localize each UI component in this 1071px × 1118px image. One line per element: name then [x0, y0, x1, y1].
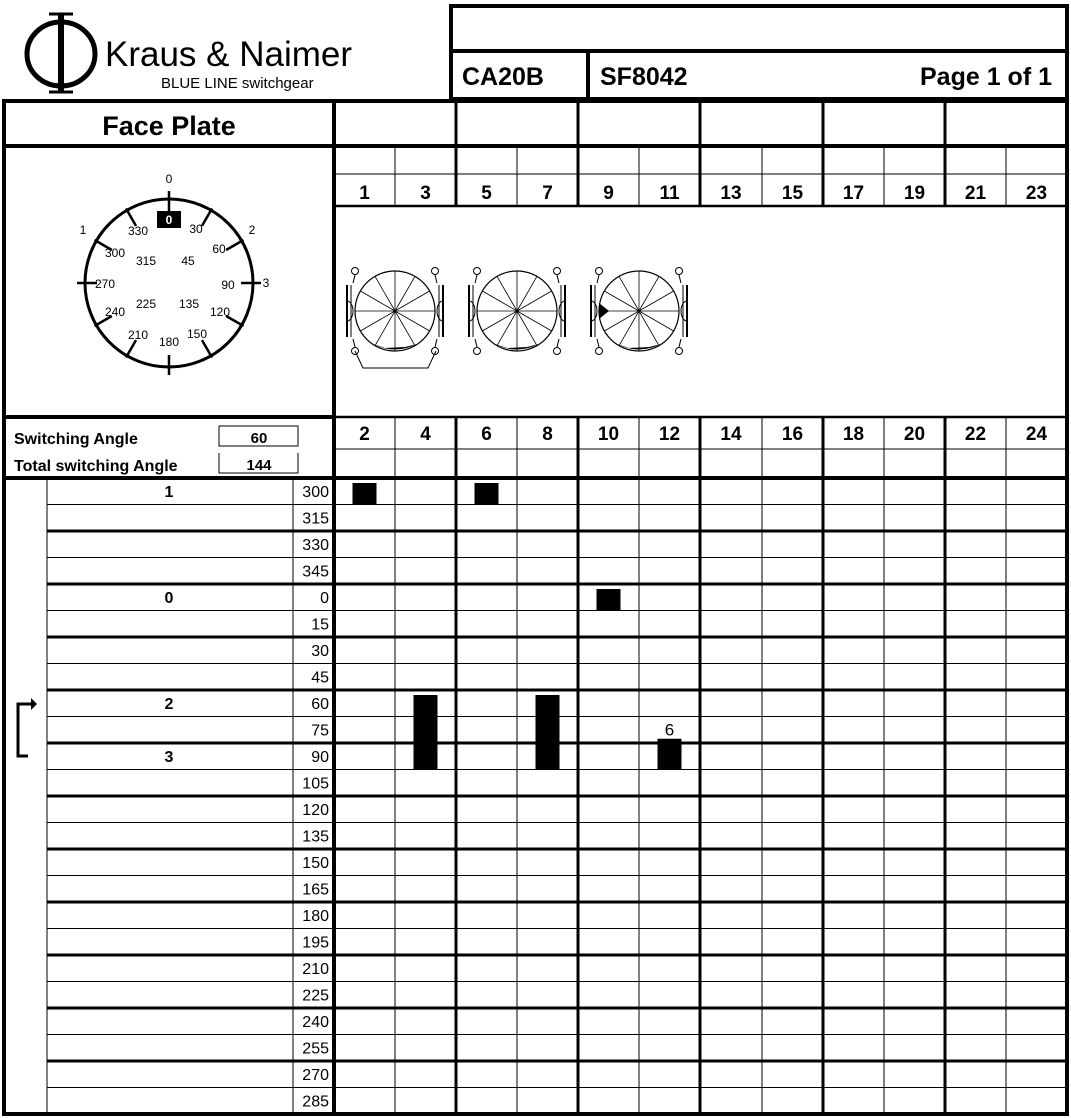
cam-spoke [604, 311, 639, 331]
terminal-lead [353, 275, 355, 283]
dial-position-label: 1 [79, 223, 87, 237]
cam-spoke [482, 291, 517, 311]
cam-spoke [360, 291, 395, 311]
dial-tick [202, 340, 212, 357]
cam-spoke [517, 276, 537, 311]
total-switching-angle-value: 144 [246, 457, 272, 474]
row-position-label: 3 [164, 749, 174, 766]
cam-spoke [375, 276, 395, 311]
terminal-pin [554, 268, 561, 275]
dial-tick [226, 240, 243, 250]
terminal-bottom-18: 18 [842, 424, 865, 445]
terminal-pin [596, 268, 603, 275]
terminal-lead [353, 339, 355, 347]
row-angle-label: 105 [302, 775, 329, 793]
cam-spoke [639, 276, 659, 311]
terminal-pin [352, 268, 359, 275]
row-position-label: 1 [164, 484, 174, 501]
cam-spoke [639, 311, 659, 346]
face-plate-dial [77, 172, 270, 375]
dial-angle-label: 330 [127, 224, 149, 238]
terminal-bottom-24: 24 [1025, 424, 1048, 445]
switching-grid [47, 101, 1067, 1114]
terminal-bottom-8: 8 [542, 424, 553, 445]
row-position-label: 0 [164, 590, 174, 607]
dial-angle-label: 210 [127, 328, 149, 342]
cam-spoke [517, 311, 552, 331]
cam-spoke [619, 276, 639, 311]
dial-angle-label: 135 [178, 297, 200, 311]
dial-tick [126, 340, 136, 357]
row-angle-label: 210 [302, 961, 329, 978]
dial-position-label: 2 [248, 223, 256, 237]
row-angle-label: 255 [302, 1040, 329, 1058]
contact-block [597, 589, 621, 611]
dial-angle-label: 30 [189, 222, 203, 236]
terminal-lead [597, 339, 599, 347]
row-angle-label: 285 [302, 1093, 329, 1111]
row-position-label: 2 [164, 696, 174, 713]
contact-note: 6 [664, 720, 675, 740]
terminal-bottom-22: 22 [964, 424, 987, 445]
face-plate-title: Face Plate [102, 111, 236, 141]
row-angle-label: 240 [302, 1014, 329, 1031]
terminal-lead [597, 275, 599, 283]
contact-block [353, 483, 377, 505]
switching-grid-labels [165, 183, 1048, 1111]
cam-spoke [497, 276, 517, 311]
dial-angle-label: 90 [221, 278, 235, 292]
terminal-bottom-10: 10 [597, 424, 620, 445]
cam-spoke [639, 291, 674, 311]
dial-angle-label: 60 [212, 242, 226, 256]
cam-spoke [482, 311, 517, 331]
terminal-lead [475, 275, 477, 283]
dial-angle-label: 120 [209, 305, 231, 319]
contact-block [536, 695, 560, 770]
terminal-bottom-12: 12 [658, 424, 681, 445]
row-angle-label: 150 [302, 855, 329, 872]
contact-block [658, 739, 682, 770]
cam-spoke [517, 291, 552, 311]
terminal-bottom-20: 20 [903, 424, 926, 445]
cam-spoke [604, 291, 639, 311]
row-angle-label: 345 [302, 563, 329, 581]
dial-angle-label: 315 [135, 254, 157, 268]
dial-tick [202, 209, 212, 226]
jumper-link [355, 351, 436, 368]
dial-position-label: 0 [165, 172, 173, 186]
dial-angle-label: 270 [94, 277, 116, 291]
cam-spoke [395, 311, 415, 346]
terminal-pin [676, 348, 683, 355]
cam-spoke [497, 311, 517, 346]
row-angle-label: 330 [302, 537, 329, 554]
row-angle-label: 195 [302, 934, 329, 952]
switching-angle-value: 60 [250, 430, 268, 447]
terminal-pin [554, 348, 561, 355]
total-switching-angle-label: Total switching Angle [14, 458, 178, 475]
row-angle-label: 45 [311, 669, 329, 687]
row-angle-label: 0 [320, 590, 329, 607]
terminal-lead [679, 275, 681, 283]
cam-diagram [469, 268, 565, 355]
cam-spoke [395, 276, 415, 311]
terminal-pin [432, 268, 439, 275]
cam-diagram [591, 268, 687, 355]
brand-tagline: BLUE LINE switchgear [161, 75, 314, 92]
kraus-naimer-logo [27, 14, 95, 92]
terminal-top-7: 7 [542, 183, 553, 204]
terminal-top-13: 13 [720, 183, 742, 204]
switching-angle-label: Switching Angle [14, 431, 138, 448]
contact-diagrams [347, 268, 687, 369]
terminal-top-9: 9 [603, 183, 614, 204]
row-angle-label: 30 [311, 643, 329, 660]
contact-block [475, 483, 499, 505]
dial-angle-label: 300 [104, 246, 126, 260]
page-indicator: Page 1 of 1 [920, 63, 1052, 91]
terminal-lead [557, 275, 559, 283]
dial-angle-label: 225 [135, 297, 157, 311]
terminal-lead [435, 339, 437, 347]
row-angle-label: 180 [302, 908, 329, 925]
row-angle-label: 120 [302, 802, 329, 819]
row-angle-label: 225 [302, 987, 329, 1005]
row-angle-label: 75 [311, 722, 329, 740]
cam-spoke [639, 311, 674, 331]
brand-name: Kraus & Naimer [105, 35, 353, 74]
terminal-pin [474, 348, 481, 355]
contact-block [414, 695, 438, 770]
terminal-top-1: 1 [359, 183, 370, 204]
terminal-top-5: 5 [481, 183, 492, 204]
terminal-top-11: 11 [659, 183, 680, 204]
dial-angle-label: 240 [104, 305, 126, 319]
terminal-bottom-2: 2 [359, 424, 370, 445]
dial-angle-label: 45 [181, 254, 195, 268]
row-angle-label: 60 [311, 696, 329, 713]
cam-spoke [360, 311, 395, 331]
sheet-code: SF8042 [600, 63, 688, 91]
terminal-top-15: 15 [781, 183, 804, 204]
terminal-top-23: 23 [1025, 183, 1048, 204]
terminal-lead [435, 275, 437, 283]
terminal-bottom-4: 4 [420, 424, 431, 445]
dial-angle-label: 150 [186, 327, 208, 341]
terminal-bottom-6: 6 [481, 424, 492, 445]
dial-angle-label: 0 [165, 213, 173, 227]
row-angle-label: 165 [302, 881, 329, 899]
dial-position-label: 3 [262, 276, 270, 290]
row-angle-label: 135 [302, 828, 329, 846]
cam-spoke [375, 311, 395, 346]
terminal-top-19: 19 [903, 183, 926, 204]
terminal-lead [475, 339, 477, 347]
model-code: CA20B [462, 63, 544, 91]
row-angle-label: 15 [311, 616, 329, 634]
cam-diagram [347, 268, 443, 355]
cam-spoke [395, 291, 430, 311]
cam-spoke [517, 311, 537, 346]
terminal-bottom-16: 16 [781, 424, 804, 445]
row-angle-label: 315 [302, 510, 329, 528]
rotation-bracket-icon [18, 698, 37, 756]
terminal-top-21: 21 [964, 183, 987, 204]
cam-spoke [395, 311, 430, 331]
row-angle-label: 90 [311, 749, 329, 766]
cam-notch [599, 303, 609, 319]
terminal-lead [679, 339, 681, 347]
terminal-pin [676, 268, 683, 275]
terminal-pin [474, 268, 481, 275]
terminal-bottom-14: 14 [720, 424, 742, 445]
row-angle-label: 270 [302, 1067, 329, 1084]
terminal-lead [557, 339, 559, 347]
terminal-pin [596, 348, 603, 355]
cam-spoke [619, 311, 639, 346]
main-frame [4, 101, 1067, 1114]
dial-angle-label: 180 [158, 335, 180, 349]
terminal-top-3: 3 [420, 183, 431, 204]
row-angle-label: 300 [302, 484, 329, 501]
terminal-top-17: 17 [842, 183, 865, 204]
